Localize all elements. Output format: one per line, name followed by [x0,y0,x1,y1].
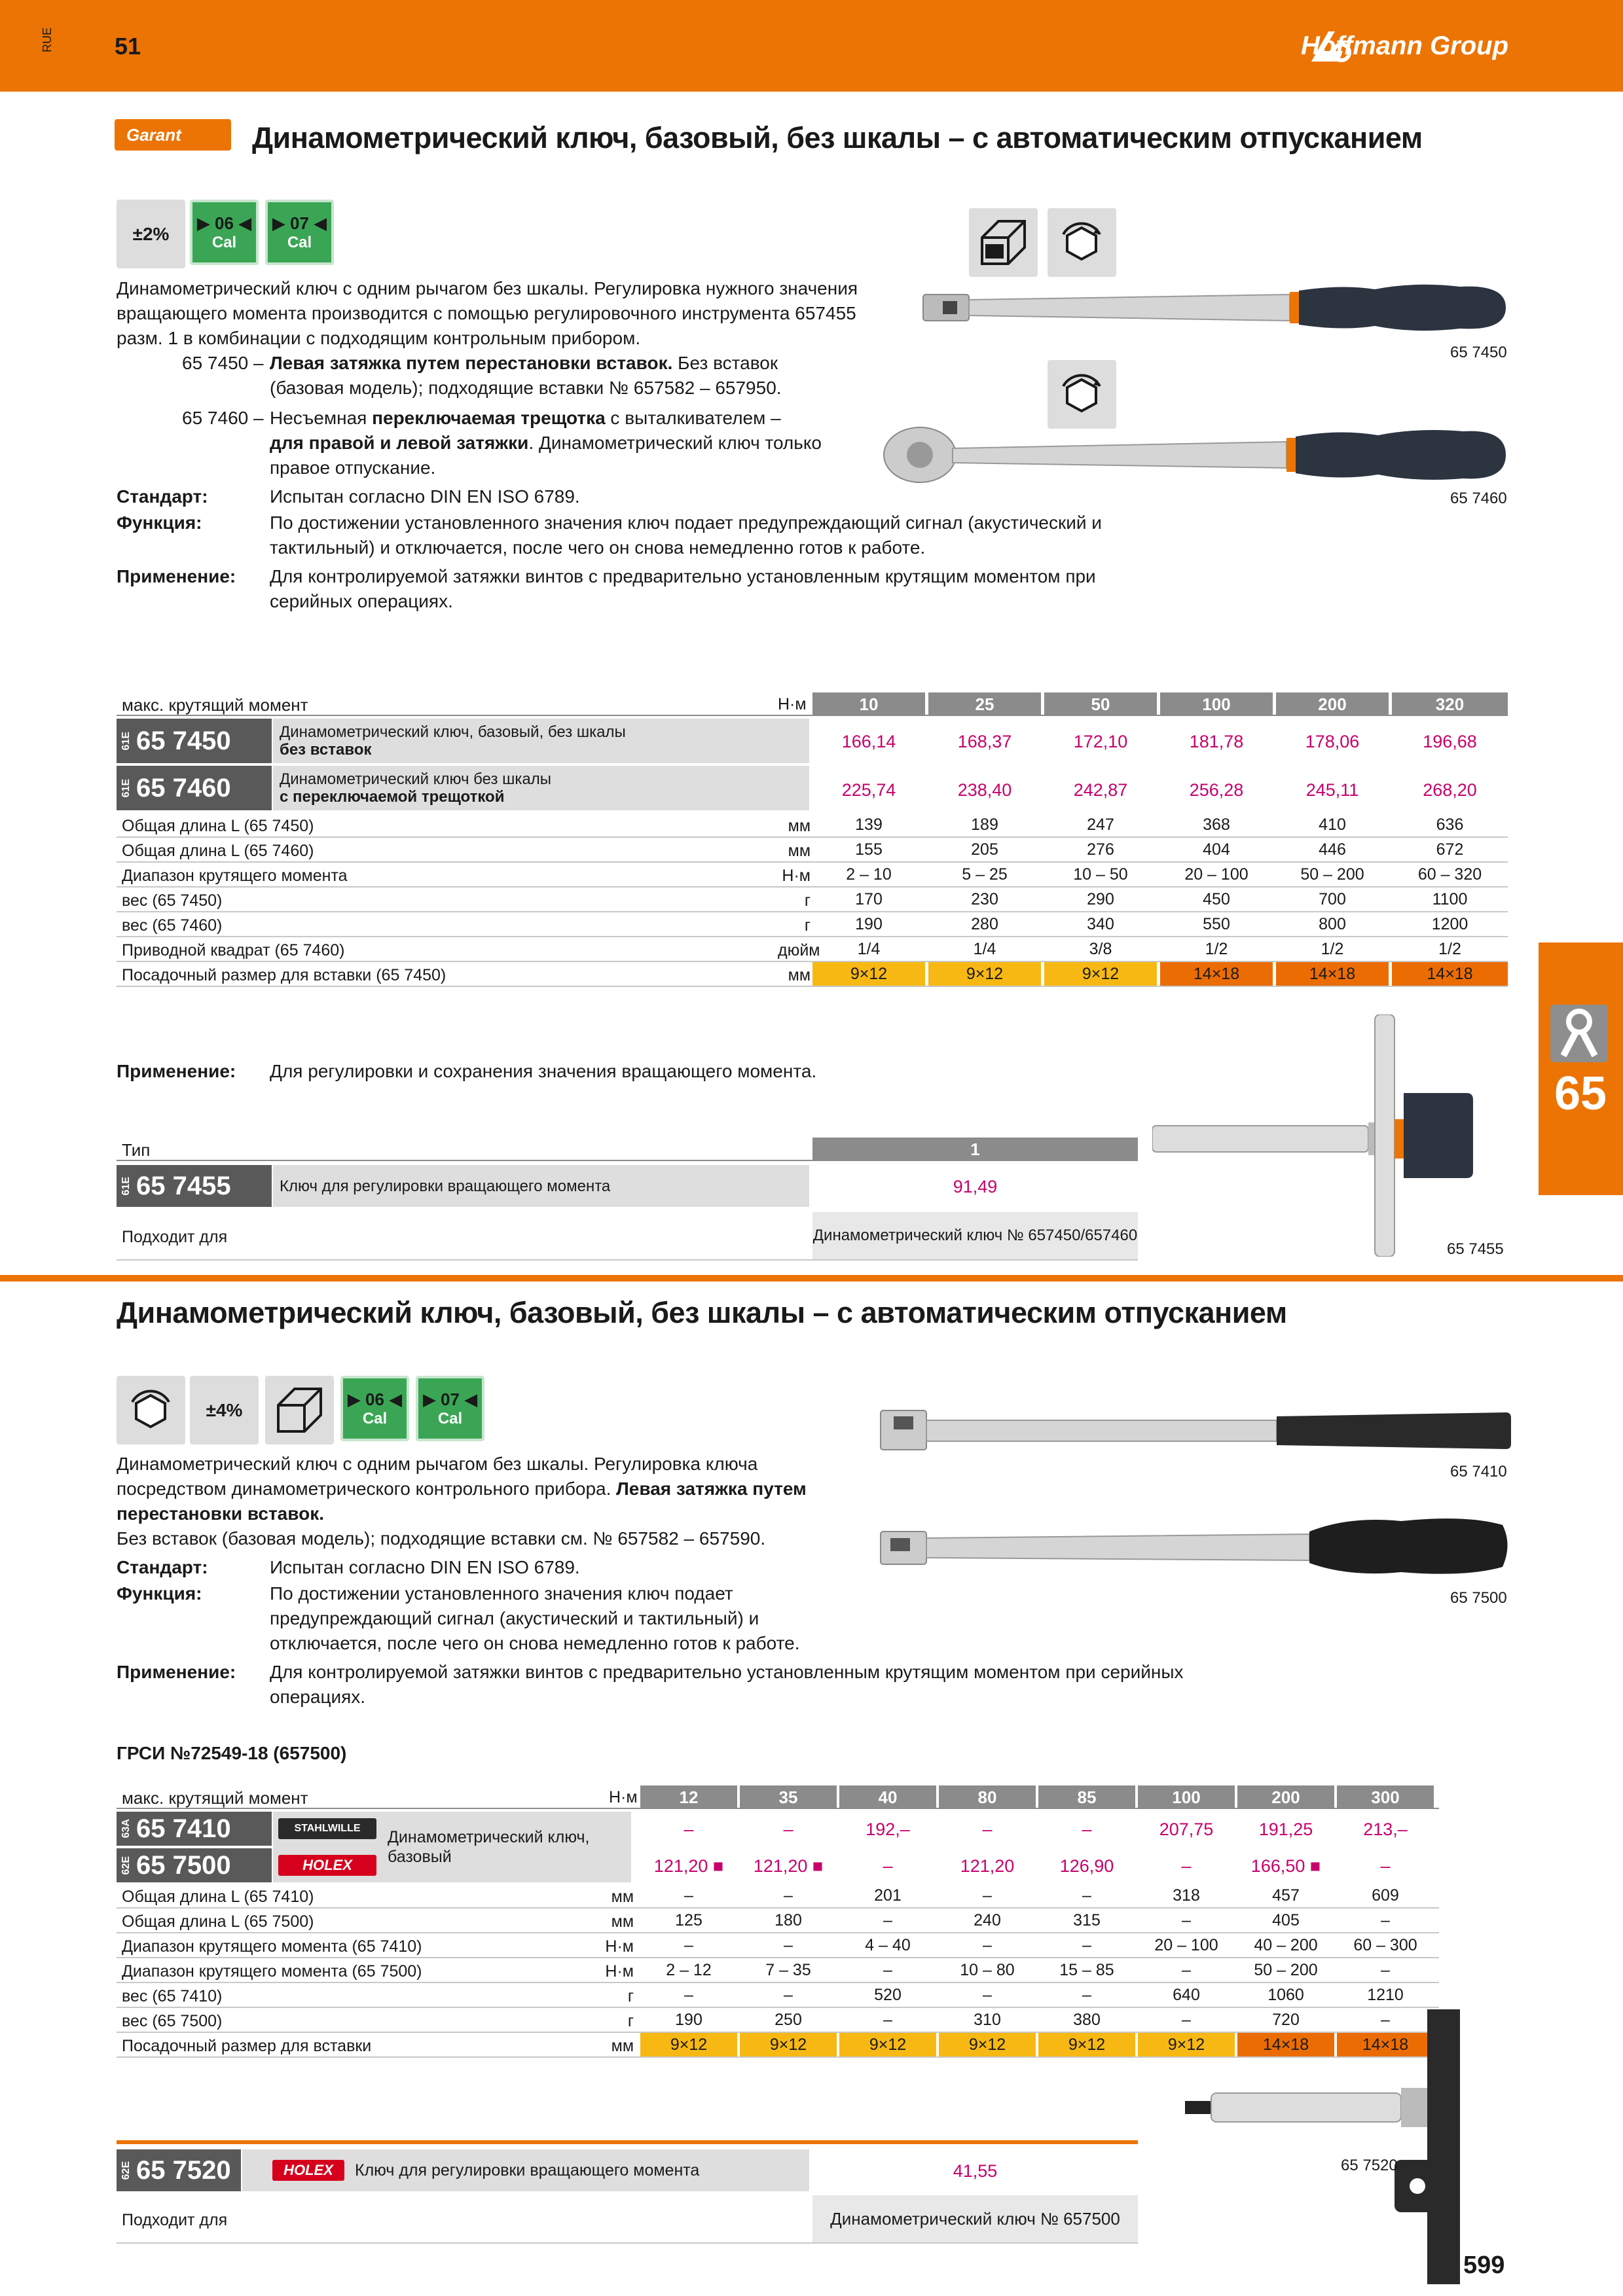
table1-header [117,692,1508,716]
spec-value: 2 – 10 [846,865,892,884]
article-row-657460[interactable] [117,766,1508,813]
spec-value: 155 [855,840,883,859]
spec-label: Диапазон крутящего момента (65 7410) [122,1937,422,1956]
article-description: Ключ для регулировки вращающего момента [273,1165,809,1207]
spec-value: 50 – 200 [1254,1961,1318,1979]
price-cell: 126,90 [1059,1856,1114,1876]
spec-label: Общая длина L (65 7410) [122,1888,314,1906]
fits-label: Подходит для [122,1228,228,1246]
article-number-657410[interactable]: 63A 65 7410 [117,1812,272,1846]
spec-label: вес (65 7450) [122,891,223,910]
spec-value: 9×12 [839,2033,936,2056]
price-cell: – [883,1856,893,1876]
spec-value: 636 [1436,816,1464,834]
spec-value: 7 – 35 [765,1961,811,1979]
price-cell: 121,20 ■ [653,1856,724,1876]
spec-row [117,1884,1439,1909]
spec-value: 318 [1173,1886,1200,1905]
table1-col: 25 [928,692,1041,716]
type-label: Тип [122,1140,151,1160]
tolerance-badge: ±2% [117,200,185,268]
fits-value-2: Динамометрический ключ № 657500 [812,2195,1138,2242]
image-label-657520: 65 7520 [1341,2157,1398,2174]
article-number-657500[interactable]: 62E 65 7500 [117,1848,272,1882]
function-label-2: Функция: [117,1583,202,1604]
variant-657460-desc: Несъемная переключаемая трещотка с выталкивателем – для правой и левой затяжки. Динамометрический ключ только правое отпускание. [270,408,822,478]
spec-value: – [983,1886,992,1905]
spec-value: – [784,1936,793,1954]
spec-unit: г [804,891,811,910]
table2-col: 40 [839,1785,936,1809]
spec-value: 14×18 [1237,2033,1334,2056]
section-divider [0,1275,1623,1282]
price-cell: 225,74 [841,780,896,800]
spec-value: – [883,1961,892,1979]
spec-unit: дюйм [778,941,820,960]
spec-value: 9×12 [939,2033,1036,2056]
spec-row [117,838,1508,863]
spec-value: 50 – 200 [1300,865,1364,884]
cal-badge-06: ▶ 06 ◀ Cal [190,200,259,265]
spec-label: Общая длина L (65 7460) [122,842,314,860]
spec-row [117,1909,1439,1933]
article-description: Динамометрический ключ без шкалы с переключаемой трещоткой [273,766,809,810]
spec-value: 14×18 [1392,962,1508,986]
spec-value: – [1381,1911,1390,1929]
table2-header [117,1785,1439,1809]
spec-value: 1/2 [1438,940,1461,958]
spec-row [117,1933,1439,1958]
table2-head-label: макс. крутящий момент [122,1788,308,1808]
price-cell: 196,68 [1423,732,1477,751]
spec-unit: мм [788,817,811,835]
adjust2-top-line [117,2140,1138,2144]
spec-value: 520 [874,1986,902,2004]
spec-value: 446 [1319,840,1346,859]
table1-head-label: макс. крутящий момент [122,695,308,715]
spec-value: 380 [1073,2011,1101,2029]
spec-value: 672 [1436,840,1464,859]
wrench-tools-icon [1550,1005,1608,1062]
fits-value: Динамометрический ключ № 657450/657460 [812,1212,1138,1259]
page-number-right: 599 [1463,2251,1505,2279]
top-bar [0,0,1623,92]
article-row-657450[interactable] [117,719,1508,766]
spec-value: 310 [974,2011,1001,2029]
function-text: По достижении установленного значения ключ подает предупреждающий сигнал (акустический и тактильный) и отключается, после чего он снова немедленно готов к работе. [270,512,1102,558]
spec-value: – [1082,1986,1091,2004]
function-text-2: По достижении установленного значения ключ подает предупреждающий сигнал (акустический и тактильный) и отключается, после чего он снова немедленно готов к работе. [270,1583,800,1653]
adjust2-fits-row [117,2195,1138,2244]
spec-value: – [1182,1961,1191,1979]
image-label-657460: 65 7460 [1450,490,1507,507]
spec-row [117,863,1508,888]
spec-row [117,1958,1439,1983]
spec-value: 1060 [1267,1986,1304,2004]
adjust1-application-text: Для регулировки и сохранения значения вращающего момента. [270,1061,817,1081]
standard-text: Испытан согласно DIN EN ISO 6789. [270,486,580,507]
variant-657460-code: 65 7460 – [182,408,264,428]
spec-unit: Н·м [605,1962,634,1981]
cal-badge-07: ▶ 07 ◀ Cal [265,200,334,265]
spec-value: 9×12 [640,2033,737,2056]
table2-col: 12 [640,1785,737,1809]
spec-value: – [684,1986,693,2004]
adjust1-header [117,1138,1138,1161]
image-label-657410: 65 7410 [1450,1463,1507,1480]
spec-value: 3/8 [1089,940,1112,958]
cal-badge-07-2: ▶ 07 ◀ Cal [416,1376,484,1441]
cal-badge-06-2: ▶ 06 ◀ Cal [340,1376,409,1441]
table2-articles [117,1812,1439,1884]
spec-value: 368 [1203,816,1230,834]
price-cell: 178,06 [1305,732,1360,751]
spec-row [117,1983,1439,2008]
torque-wrench-657500-image [877,1512,1512,1584]
garant-brand-badge: Garant [115,119,231,151]
article-number: 61E 65 7460 [117,766,272,810]
price-cell: 166,50 ■ [1250,1856,1321,1876]
spec-value: 1200 [1431,915,1468,933]
spec-value: 1100 [1432,890,1468,908]
spec-value: 10 – 50 [1073,865,1128,884]
spec-label: вес (65 7410) [122,1987,223,2005]
spec-value: 340 [1087,915,1114,933]
spec-unit: мм [611,1888,634,1906]
price-cell: 242,87 [1073,780,1128,800]
adjust2-desc: Ключ для регулировки вращающего момента [355,2161,700,2179]
application-text-2: Для контролируемой затяжки винтов с предварительно установленным крутящим моментом при серийных операциях. [270,1662,1184,1707]
section1-intro: Динамометрический ключ с одним рычагом без шкалы. Регулировка нужного значения вращающего момента производится с помощью регулировочного инструмента 657455 разм. 1 в комбинации с подходящим контрольным прибором. [117,278,858,348]
torque-wrench-657460-image [881,416,1509,494]
table1-col: 100 [1160,692,1273,716]
article-description [242,2149,809,2191]
table2-col: 85 [1038,1785,1135,1809]
spec-label: Приводной квадрат (65 7460) [122,941,345,960]
spec-value: – [1182,2011,1191,2029]
price-cell: 245,11 [1305,780,1359,800]
spec-value: 410 [1319,816,1346,834]
spec-value: 240 [974,1911,1001,1929]
hex-rotation-icon-2 [117,1376,185,1444]
spec-value: 14×18 [1337,2033,1434,2056]
torque-wrench-657410-image [877,1401,1512,1460]
spec-value: 125 [675,1911,702,1929]
spec-value: 280 [971,915,998,933]
spec-value: 9×12 [740,2033,837,2056]
type-column: 1 [812,1138,1138,1161]
image-label-657455: 65 7455 [1447,1240,1504,1258]
spec-value: – [684,1936,693,1954]
chapter-number: 65 [1554,1067,1607,1120]
spec-value: 170 [855,890,883,908]
page-code: RUE [41,27,54,52]
price-cell: 121,20 [960,1856,1015,1876]
table2-description: Динамометрический ключ, базовый [388,1828,590,1866]
adjust1-fits-row [117,1212,1138,1261]
spec-value: 700 [1319,890,1346,908]
table1-col: 10 [812,692,925,716]
brand-name: Hoffmann Group [1300,31,1508,60]
adjust1-application-label: Применение: [117,1061,236,1081]
spec-value: 1/4 [973,940,996,958]
spec-value: – [883,1911,892,1929]
spec-label: Диапазон крутящего момента [122,867,348,885]
spec-value: 190 [855,915,883,933]
price-cell: 168,37 [957,732,1012,751]
tolerance-badge-2: ±4% [190,1376,259,1444]
table1-col: 50 [1044,692,1157,716]
spec-value: – [1381,1961,1390,1979]
spec-value: 9×12 [928,962,1041,986]
spec-value: 205 [971,840,998,859]
spec-row [117,937,1508,962]
spec-row [117,962,1508,987]
spec-row [117,912,1508,937]
spec-value: 180 [775,1911,802,1929]
price-cell: – [1181,1856,1192,1876]
chapter-side-tab [1539,942,1623,1195]
adjust-key-657455-image [1152,1014,1480,1257]
spec-value: 2 – 12 [666,1961,712,1979]
price-cell: 256,28 [1189,780,1244,800]
article-description-block [273,1812,631,1882]
table1-head-unit: Н·м [778,695,807,713]
price-cell: 41,55 [953,2161,998,2181]
price-cell: – [783,1820,793,1839]
section2-title: Динамометрический ключ, базовый, без шкалы – с автоматическим отпусканием [117,1296,1287,1329]
table1-spec-rows [117,813,1508,987]
price-cell: – [982,1820,993,1839]
application-label-2: Применение: [117,1662,236,1682]
spec-unit: мм [788,966,811,984]
application-text: Для контролируемой затяжки винтов с предварительно установленным крутящим моментом при серийных операциях. [270,566,1096,611]
spec-value: 800 [1319,915,1346,933]
standard-text-2: Испытан согласно DIN EN ISO 6789. [270,1557,580,1577]
hex-rotation-icon [1048,208,1116,277]
spec-value: 189 [971,816,998,834]
function-label: Функция: [117,512,202,533]
spec-value: 15 – 85 [1059,1961,1114,1979]
stahlwille-logo: STAHLWILLE [278,1818,376,1839]
spec-unit: мм [611,2037,634,2055]
table1-col: 320 [1392,692,1508,716]
price-cell: 238,40 [957,780,1012,800]
spec-value: 290 [1087,890,1114,908]
spec-value: – [684,1886,693,1905]
spec-value: 1/2 [1205,940,1228,958]
price-cell: 192,– [866,1820,910,1839]
spec-value: 450 [1203,890,1230,908]
grsi-number: ГРСИ №72549-18 (657500) [117,1743,347,1763]
price-cell: 166,14 [841,732,896,751]
application-label: Применение: [117,566,236,586]
spec-value: – [883,2011,892,2029]
spec-value: 550 [1203,915,1230,933]
table2-col: 80 [939,1785,1036,1809]
article-number: 61E 65 7450 [117,719,272,763]
spec-label: Общая длина L (65 7500) [122,1912,314,1931]
spec-value: 247 [1087,816,1114,834]
image-label-657450: 65 7450 [1450,344,1507,361]
table2-col: 300 [1337,1785,1434,1809]
spec-value: 405 [1272,1911,1300,1929]
spec-value: 1/2 [1321,940,1344,958]
spec-label: вес (65 7460) [122,916,223,935]
price-cell: 172,10 [1073,732,1128,751]
spec-value: 14×18 [1276,962,1389,986]
spec-unit: Н·м [605,1937,634,1956]
spec-label: вес (65 7500) [122,2012,223,2030]
table2-col: 200 [1237,1785,1334,1809]
spec-value: – [983,1986,992,2004]
torque-wrench-657450-image [917,275,1512,340]
price-cell: – [684,1820,694,1839]
price-cell: 191,25 [1258,1820,1313,1839]
spec-label: Диапазон крутящего момента (65 7500) [122,1962,422,1981]
spec-value: 315 [1073,1911,1101,1929]
spec-unit: г [627,2012,634,2030]
price-cell: 91,49 [953,1177,998,1196]
spec-value: 250 [775,2011,802,2029]
spec-row [117,888,1508,912]
holex-logo-2: HOLEX [272,2160,344,2181]
spec-value: 10 – 80 [960,1961,1015,1979]
spec-value: – [1082,1886,1091,1905]
spec-value: 5 – 25 [962,865,1008,884]
price-cell: 181,78 [1189,732,1244,751]
page-number-left: 51 [115,33,141,60]
article-description: Динамометрический ключ, базовый, без шкалы без вставок [273,719,809,763]
spec-value: – [1182,1911,1191,1929]
table1 [117,692,1508,987]
spec-unit: Н·м [782,867,811,885]
spec-value: – [1381,2011,1390,2029]
spec-value: 404 [1203,840,1230,859]
variant-657450-code: 65 7450 – [182,353,264,373]
spec-value: 201 [874,1886,902,1905]
spec-unit: г [627,1987,634,2005]
spec-value: 230 [971,890,998,908]
price-cell: 207,75 [1159,1820,1214,1839]
image-label-657500: 65 7500 [1450,1589,1507,1607]
spec-value: 20 – 100 [1154,1936,1218,1954]
spec-value: 720 [1272,2011,1300,2029]
spec-value: 640 [1173,1986,1200,2004]
article-number: 61E 65 7455 [117,1165,272,1207]
spec-value: 14×18 [1160,962,1273,986]
article-row-657520[interactable] [117,2149,1138,2193]
spec-value: 9×12 [1138,2033,1235,2056]
spec-unit: мм [611,1912,634,1931]
article-number: 62E 65 7520 [117,2149,241,2191]
spec-value: 9×12 [1038,2033,1135,2056]
price-cell: – [1380,1856,1391,1876]
spec-value: – [784,1986,793,2004]
spec-value: 190 [675,2011,702,2029]
table2-col: 35 [740,1785,837,1809]
table2-col: 100 [1138,1785,1235,1809]
spec-value: 60 – 300 [1353,1936,1417,1954]
price-cell: 268,20 [1423,780,1477,800]
square-insert-icon [969,208,1038,277]
standard-label: Стандарт: [117,486,208,507]
section2-intro: Динамометрический ключ с одним рычагом без шкалы. Регулировка ключа посредством динамометрического контрольного прибора. Левая затяжка путем перестановки вставок. Без вставок (базовая модель); подходящие вставки см. № 657582 – 657590. [117,1454,807,1549]
spec-value: 1/4 [857,940,881,958]
spec-label: Посадочный размер для вставки (65 7450) [122,966,447,984]
price-cell: – [1082,1820,1092,1839]
holex-logo: HOLEX [278,1855,376,1876]
spec-value: 9×12 [1044,962,1157,986]
table1-col: 200 [1276,692,1389,716]
square-insert-icon-2 [265,1376,334,1444]
fits-label-2: Подходит для [122,2211,228,2229]
table2-head-unit: Н·м [609,1788,638,1806]
spec-value: 4 – 40 [865,1936,911,1954]
spec-value: – [1082,1936,1091,1954]
spec-unit: мм [788,842,811,860]
article-row-657455[interactable] [117,1165,1138,1210]
spec-value: 609 [1372,1886,1399,1905]
spec-label: Посадочный размер для вставки [122,2037,372,2055]
standard-label-2: Стандарт: [117,1557,208,1577]
spec-value: – [784,1886,793,1905]
spec-value: 457 [1272,1886,1300,1905]
price-cell: 213,– [1363,1820,1408,1839]
price-cell: 121,20 ■ [753,1856,824,1876]
spec-label: Общая длина L (65 7450) [122,817,314,835]
spec-value: 40 – 200 [1254,1936,1318,1954]
spec-unit: г [804,916,811,935]
spec-value: 1210 [1367,1986,1404,2004]
spec-value: 60 – 320 [1417,865,1482,884]
adjust-key-657520-image [1185,2009,1512,2284]
spec-value: – [983,1936,992,1954]
spec-row [117,813,1508,838]
spec-value: 9×12 [812,962,925,986]
spec-value: 139 [855,816,883,834]
variant-657450-desc: Левая затяжка путем перестановки вставок. Без вставок (базовая модель); подходящие вставки № 657582 – 657950. [270,353,782,398]
spec-value: 20 – 100 [1184,865,1249,884]
section1-title: Динамометрический ключ, базовый, без шкалы – с автоматическим отпусканием [252,121,1423,154]
spec-value: 276 [1087,840,1114,859]
